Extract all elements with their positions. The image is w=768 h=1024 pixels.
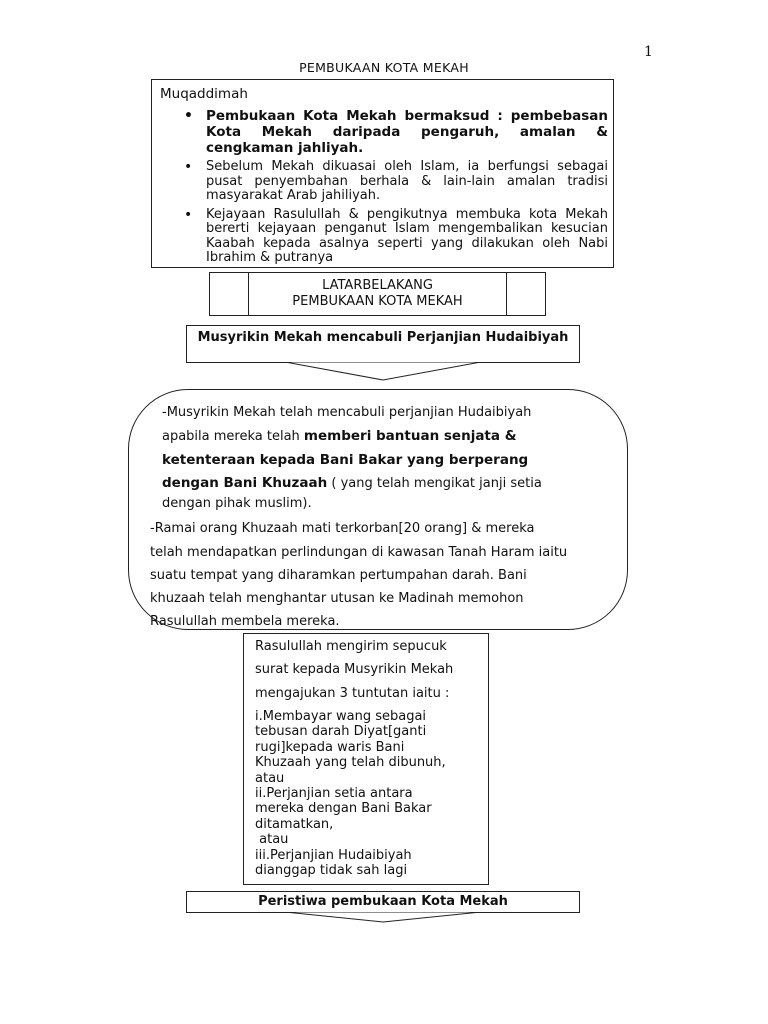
list-item: Khuzaah yang telah dibunuh, — [255, 755, 446, 771]
muqaddimah-box — [151, 79, 614, 268]
detail-line: Rasulullah membela mereka. — [150, 614, 340, 629]
list-item: atau — [255, 832, 289, 848]
muqaddimah-heading: Muqaddimah — [160, 86, 248, 102]
detail-emphasis: ketenteraan kepada Bani Bakar yang berperang — [162, 452, 529, 468]
document-title: PEMBUKAAN KOTA MEKAH — [299, 60, 469, 75]
cause-heading: Musyrikin Mekah mencabuli Perjanjian Hudaibiyah — [197, 330, 569, 345]
box-divider-right — [506, 273, 507, 315]
latarbelakang-box — [209, 272, 546, 316]
detail-line — [162, 475, 542, 491]
list-item: • Pembukaan Kota Mekah bermaksud : pembebasan Kota Mekah daripada pengaruh, amalan & cengkaman jahliyah. — [182, 108, 608, 156]
list-item: i.Membayar wang sebagai — [255, 709, 427, 724]
list-item: tebusan darah Diyat[ganti — [255, 724, 427, 740]
detail-line: khuzaah telah menghantar utusan ke Madinah memohon — [150, 591, 524, 606]
latarbelakang-line-2: PEMBUKAAN KOTA MEKAH — [292, 294, 463, 309]
event-heading: Peristiwa pembukaan Kota Mekah — [258, 894, 508, 909]
page-number: 1 — [644, 44, 653, 60]
detail-line: -Ramai orang Khuzaah mati terkorban[20 orang] & mereka — [150, 521, 535, 536]
detail-text: ( yang telah mengikat janji setia — [327, 476, 542, 491]
list-item: • Sebelum Mekah dikuasai oleh Islam, ia berfungsi sebagai pusat penyembahan berhala & lain-lain amalan tradisi masyarakat Arab jahiliyah. — [182, 160, 608, 204]
detail-line — [162, 428, 516, 444]
list-item: rugi]kepada waris Bani — [255, 739, 405, 755]
list-item: ii.Perjanjian setia antara — [255, 786, 413, 802]
list-item: dianggap tidak sah lagi — [255, 863, 408, 879]
detail-emphasis: memberi bantuan senjata & — [303, 428, 517, 444]
detail-line: suatu tempat yang diharamkan pertumpahan darah. Bani — [150, 568, 527, 583]
detail-line: telah mendapatkan perlindungan di kawasan Tanah Haram iaitu — [150, 545, 568, 560]
demand-list — [255, 709, 446, 878]
demands-box — [243, 633, 489, 885]
detail-line: dengan pihak muslim). — [162, 496, 312, 511]
muqaddimah-list — [182, 108, 608, 268]
latarbelakang-line-1: LATARBELAKANG — [322, 278, 433, 293]
list-item: • Kejayaan Rasulullah & pengikutnya membuka kota Mekah bererti kejayaan penganut Islam mengembalikan kesucian Kaabah kepada asalnya seperti yang dilakukan oleh Nabi Ibrahim & putranya — [182, 208, 608, 266]
down-arrow-icon — [285, 362, 481, 382]
list-item: mereka dengan Bani Bakar — [255, 801, 432, 817]
list-item: atau — [255, 770, 285, 786]
detail-line: -Musyrikin Mekah telah mencabuli perjanjian Hudaibiyah — [162, 405, 532, 420]
list-item: iii.Perjanjian Hudaibiyah — [255, 847, 412, 863]
list-item: ditamatkan, — [255, 816, 334, 832]
cause-heading-box — [186, 325, 580, 363]
demand-intro-line: Rasulullah mengirim sepucuk — [255, 639, 447, 654]
demand-intro-line: mengajukan 3 tuntutan iaitu : — [255, 686, 450, 701]
box-divider-left — [248, 273, 249, 315]
detail-rounded-box — [128, 389, 628, 630]
detail-line — [162, 452, 528, 468]
event-heading-box — [186, 891, 580, 913]
down-arrow-icon — [285, 912, 481, 924]
demand-intro-line: surat kepada Musyrikin Mekah — [255, 662, 454, 677]
latarbelakang-heading — [250, 278, 505, 310]
detail-text: apabila mereka telah — [162, 429, 304, 444]
detail-emphasis: dengan Bani Khuzaah — [162, 475, 328, 491]
